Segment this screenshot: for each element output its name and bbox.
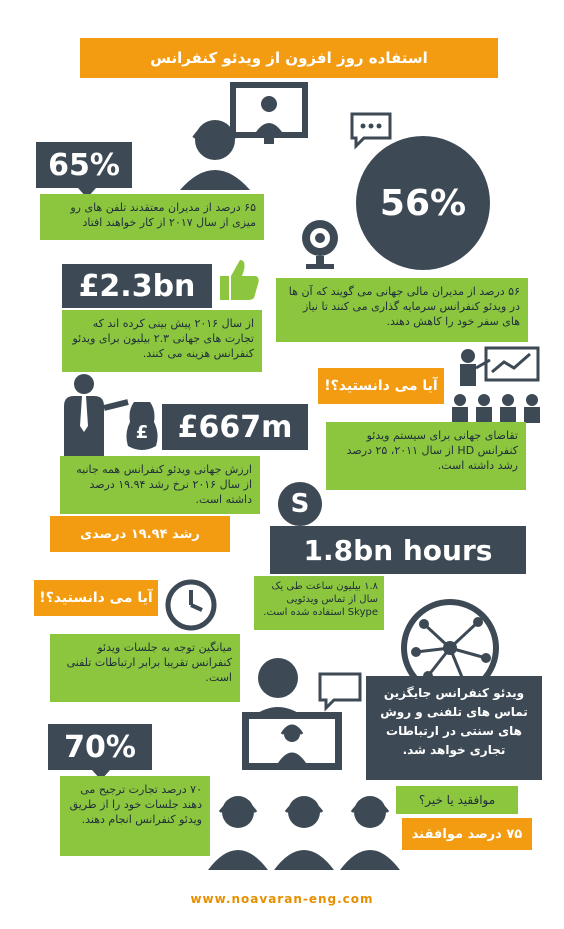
stat-667m-value: £667m bbox=[162, 404, 308, 450]
future-answer: ۷۵ درصد موافقند bbox=[402, 818, 532, 850]
pound-symbol: £ bbox=[135, 422, 149, 443]
stat-56-circle: 56% bbox=[356, 136, 490, 270]
stat-hours-text: ۱.۸ بیلیون ساعت طی یک سال از تماس ویدئویی Skype استفاده شده است. bbox=[254, 576, 384, 630]
stat-23bn-value: £2.3bn bbox=[62, 264, 212, 308]
did-you-know-2-text: میانگین توجه به جلسات ویدئو کنفرانس تقریبا برابر ارتباطات تلفنی است. bbox=[50, 634, 240, 702]
stat-65-value: 65% bbox=[36, 142, 132, 188]
presenter-monitor-icon bbox=[170, 80, 340, 190]
presentation-audience-icon bbox=[448, 344, 544, 426]
footer-url[interactable]: www.noavaran-eng.com bbox=[190, 892, 374, 906]
future-text-box: ویدئو کنفرانس جایگزین تماس های تلفنی و روش های سنتی در ارتباطات تجاری خواهد شد. bbox=[366, 676, 542, 780]
webcam-icon bbox=[298, 218, 342, 270]
audience-headsets-icon bbox=[204, 790, 404, 870]
clock-icon bbox=[164, 578, 218, 632]
stat-56-text: ۵۶ درصد از مدیران مالی جهانی می گویند که آن ها در ویدئو کنفرانس سرمایه گذاری می کنند تا نیاز های سفر خود را کاهش دهند. bbox=[276, 278, 528, 342]
chat-bubble-icon bbox=[348, 110, 394, 150]
stat-70-text: ۷۰ درصد تجارت ترجیح می دهند جلسات خود را از طریق ویدئو کنفرانس انجام دهند. bbox=[60, 776, 210, 856]
stat-23bn-text: از سال ۲۰۱۶ پیش بینی کرده اند که تجارت های جهانی ۲.۳ بیلیون برای ویدئو کنفرانس هزینه می کنند. bbox=[62, 310, 262, 372]
businessman-money-icon bbox=[54, 372, 164, 456]
skype-icon: S bbox=[278, 482, 322, 526]
title-banner bbox=[80, 38, 498, 78]
did-you-know-2-label: آیا می دانستید؟! bbox=[34, 580, 158, 616]
stat-hours-value: 1.8bn hours bbox=[270, 526, 526, 574]
growth-badge: رشد ۱۹.۹۴ درصدی bbox=[50, 516, 230, 552]
thumbs-up-icon bbox=[218, 256, 262, 302]
future-question: موافقید یا خیر؟ bbox=[396, 786, 518, 814]
did-you-know-1-label: آیا می دانستید؟! bbox=[318, 368, 444, 404]
stat-667m-text: ارزش جهانی ویدئو کنفرانس همه جانبه از سال ۲۰۱۶ نرخ رشد ۱۹.۹۴ درصد داشته است. bbox=[60, 456, 260, 514]
page-title: استفاده روز افزون از ویدئو کنفرانس bbox=[150, 49, 428, 67]
stat-70-value: 70% bbox=[48, 724, 152, 770]
stat-65-text: ۶۵ درصد از مدیران معتقدند تلفن های رو میزی از سال ۲۰۱۷ از کار خواهند افتاد bbox=[40, 194, 264, 240]
chat-bubble-icon-2 bbox=[316, 670, 364, 712]
did-you-know-1-text: تقاضای جهانی برای سیستم ویدئو کنفرانس HD از سال ۲۰۱۱، ۲۵ درصد رشد داشته است. bbox=[326, 422, 526, 490]
